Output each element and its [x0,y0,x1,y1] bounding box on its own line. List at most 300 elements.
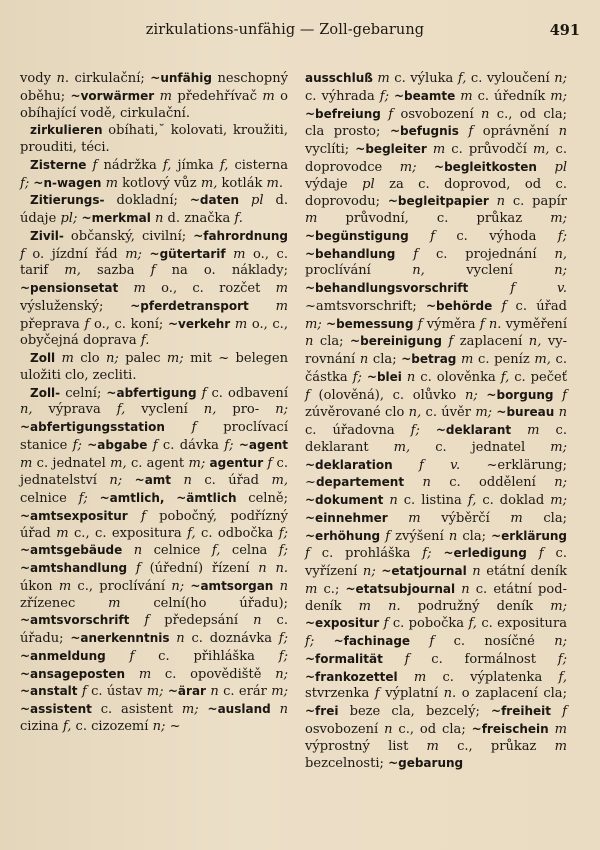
grammar-label: m [460,88,473,104]
definition-text: c. dávka [157,437,225,453]
grammar-label: n, [412,263,425,279]
headword: ~ärar [167,684,206,699]
definition-text: celnice [20,491,79,506]
definition-text: kotlák [217,175,267,191]
grammar-label: n [496,194,506,210]
headword: ~formalität [305,651,383,666]
grammar-label: m; [550,598,568,614]
headword: ~bureau [496,405,555,420]
grammar-label: m; [475,405,493,421]
grammar-label: n [155,211,164,226]
right-column [305,70,567,773]
headword: ~betrag [401,352,457,366]
headword: ~erledigung [443,546,527,561]
headword: ~befreiung [305,106,381,121]
definition-text [142,247,150,262]
definition-text: zřízenec [20,595,109,611]
definition-text: c. papír [505,194,567,210]
definition-text: c. vyřízení [305,546,567,579]
definition-text: občanský, civilní; [63,228,194,244]
definition-text [125,667,139,682]
grammar-label: m, [532,142,550,157]
definition-text: oprávnění [473,124,559,140]
definition-text: c. výhoda [434,228,558,244]
grammar-label: f [135,561,141,576]
grammar-label: n [279,702,288,717]
headword: ~begleitpapier [387,194,489,209]
headword: Zoll [30,351,56,365]
headword: ~unfähig [150,71,212,85]
definition-text [314,634,333,649]
definition-text: celně; [236,491,289,506]
grammar-label: m [461,352,474,367]
grammar-label: n [176,631,185,646]
definition-text [383,652,405,667]
grammar-label: n; [554,475,567,491]
headword: ~dokument [305,493,384,507]
definition-text: výměra [422,316,480,332]
grammar-label: n [279,578,288,594]
definition-text: vyclení [424,263,555,279]
definition-text: osvobození [393,106,481,122]
grammar-label: m; [188,455,206,471]
grammar-label: m [413,669,427,685]
definition-text: c. jednatel [32,455,111,471]
definition-text: vyclení [125,402,204,418]
grammar-label: f; [410,423,420,438]
definition-text: d. údaje [20,193,288,226]
definition-text: vyrovnání [305,334,568,367]
definition-text: výplatní [379,686,444,702]
grammar-label: f [417,316,423,332]
headword: ~ansageposten [20,666,126,681]
grammar-label: f v. [418,457,461,473]
definition-text: c. úřadu; [20,613,288,646]
grammar-label: n [384,721,393,737]
grammar-label: m [234,316,248,332]
headword: ~anmeldung [20,648,106,663]
definition-text [165,420,192,435]
definition-text: výprostný list [305,738,427,754]
definition-text: palec [118,351,167,366]
grammar-label: f [562,704,568,719]
grammar-label: m [554,738,567,754]
definition-text: dokladní; [104,193,190,209]
grammar-label: n, [554,246,567,262]
grammar-label: m [408,510,421,526]
headword: ~befugnis [389,124,459,139]
definition-text: ~amtsvorschrift; [305,298,426,314]
definition-text: cla; [522,510,567,526]
definition-text: cla; [313,334,351,350]
definition-text: c. úřad [191,473,272,489]
definition-text: c. ústav [86,684,147,700]
definition-text [128,509,141,524]
grammar-label: n [461,581,470,597]
definition-text [171,473,183,488]
left-column [20,70,288,736]
definition-text: jímka [171,157,220,173]
headword: ~abgabe [87,437,148,452]
headword: ~freischein [471,721,549,736]
grammar-label: f, [500,369,510,385]
definition-text [417,160,435,175]
grammar-label: m. [266,175,284,191]
headword: ~amtsgebäude [20,543,123,558]
definition-text [388,511,409,526]
definition-text: celna [220,543,279,559]
headword: ~bemessung [326,316,414,331]
definition-text: c. odbavení [206,385,288,401]
headword: ~begünstigung [305,228,409,243]
definition-text: c. jednatel [410,439,551,455]
definition-text: c. úředník [472,88,551,104]
definition-text: přeprava [20,316,85,332]
grammar-label: m, [110,455,127,471]
headword: ~blei [366,369,402,384]
definition-text: cisterna [228,157,288,173]
headword: zirkulieren [30,123,103,138]
definition-text: cizina [20,718,63,734]
grammar-label: f [430,228,435,244]
definition-text: osvobození [305,721,385,737]
headword: ~deklarant [435,423,512,437]
grammar-label: f, [467,493,477,508]
dictionary-entry [20,228,288,350]
grammar-label: m, [200,175,218,191]
definition-text: proclívání [305,263,413,279]
definition-text [393,458,419,473]
grammar-label: f [305,546,310,562]
grammar-label: m; [146,684,164,700]
grammar-label: m, [393,439,411,455]
headword: ~agent [238,437,288,452]
grammar-label: n [253,613,262,629]
grammar-label: m [61,351,74,366]
grammar-label: f, [558,669,567,685]
definition-text: c. úvěr [421,405,476,421]
headword: ~etatsubjournal [345,581,456,596]
definition-text [122,473,134,488]
grammar-label: m [159,88,172,104]
headword: ~bereinigung [350,334,442,349]
grammar-label: m [554,721,567,737]
definition-text: pro- [216,402,276,418]
grammar-label: f; [78,491,88,506]
definition-text: vyměření [501,316,567,332]
grammar-label: f; [278,525,288,541]
grammar-label: f, [468,616,477,632]
definition-text: pobočný, podřízný úřad [20,508,288,541]
grammar-label: f [501,298,507,314]
definition-text: c. výluka [389,71,458,86]
definition-text: celní(ho úřadu); [120,595,288,611]
definition-text: obíhati,˘ kolovati, kroužiti, prouditi, téci. [20,123,288,155]
definition-text: cirkulační; [69,71,151,86]
grammar-label: n [558,124,567,140]
grammar-label: f. [140,333,150,349]
grammar-label: m; [550,211,567,226]
grammar-label: m [527,423,540,438]
definition-text: o obíhající vodě, cirkulační. [20,88,288,121]
grammar-label: n; [362,564,376,579]
grammar-label: f [374,686,380,702]
definition-text: c. úřadovna [305,423,411,438]
grammar-label: f [152,437,158,453]
definition-text: za c. doprovod, od c. doprovodu; [305,176,567,210]
grammar-label: pl; [60,211,78,226]
grammar-label: n. [443,686,457,702]
definition-text [271,702,280,717]
grammar-label: m; [181,702,199,717]
headword: departement [315,475,405,490]
dictionary-entry [20,192,288,228]
headword: ~behandlungsvorschrift [305,281,469,295]
grammar-label: f, [457,71,467,86]
definition-text: c. deklarant [305,423,567,455]
headword: ~n-wagen [33,175,102,190]
grammar-label: n; [106,351,119,366]
grammar-label: n [406,369,416,385]
grammar-label: m; [550,88,568,104]
grammar-label: n; [109,473,123,489]
definition-text: c. opovědiště [151,666,276,682]
grammar-label: f; [557,651,567,667]
grammar-label: m [233,246,246,262]
grammar-label: m [426,738,439,754]
definition-text [239,193,251,208]
headword: ~anerkenntnis [70,631,170,645]
grammar-label: n n. [258,561,288,576]
definition-text [129,613,144,628]
grammar-label: m [108,595,121,611]
grammar-label: f, [211,543,221,559]
definition-text: c. etátní poddeník [305,581,567,614]
definition-text: c. oddělení [430,475,555,491]
definition-text: c. výhrada [305,88,380,104]
grammar-label: m; [550,493,567,508]
grammar-label: m [56,525,69,541]
headword: ~erklärung [491,528,568,543]
headword: ~frei [305,704,339,718]
definition-text: c. úřad [506,298,567,314]
definition-text: c. olověnka [415,369,501,385]
grammar-label: f [413,246,419,262]
grammar-label: f, [62,718,72,734]
definition-text: c. listina [397,493,468,508]
definition-text [410,634,429,649]
headword: ~assistent [20,702,92,716]
grammar-label: f; [422,546,432,562]
grammar-label: n [481,106,490,122]
definition-text [127,561,136,576]
grammar-label: pl [362,176,375,192]
definition-text: zaplacení [453,334,529,350]
definition-text: cla; [368,352,402,367]
headword: agentur [209,455,264,470]
grammar-label: n [558,405,567,421]
definition-text: o., c. rozčet [145,281,276,296]
grammar-label: f, [162,157,172,173]
headword: ~amtshandlung [20,561,128,575]
headword: ~begleitkosten [434,159,537,174]
headword: ~etatjournal [381,564,467,578]
definition-text: o., c. tarif [20,246,288,279]
grammar-label: m; [166,351,184,366]
definition-text: c. prohláška [309,546,423,562]
grammar-label: f [92,157,98,173]
definition-text: c. peníz [473,352,535,367]
definition-text: průvodní, c. průkaz [317,211,551,226]
grammar-label: n [210,684,219,700]
grammar-label: n; [171,578,185,594]
grammar-label: pl [251,193,264,209]
definition-text: c. výplatenka [426,669,559,685]
grammar-label: m [20,455,33,471]
grammar-label: f [305,387,310,403]
definition-text [554,388,563,403]
grammar-label: n. [56,71,70,86]
grammar-label: f; [557,228,567,244]
definition-text: c. erár [218,684,272,700]
definition-text: c. průvodčí [445,142,533,157]
grammar-label: n [305,334,314,350]
definition-text: c. formálnost [409,651,558,667]
headword: ~ausland [207,702,271,716]
definition-text: c. doznávka [184,631,279,646]
grammar-label: f; [379,88,389,104]
definition-text: vyclíti; [305,142,356,157]
definition-text: o., c. koní; [89,316,168,332]
definition-text: c. přihláška [134,648,279,664]
definition-text: nádržka [97,157,163,173]
grammar-label: m; [305,316,322,332]
definition-text: celnice [142,543,212,559]
definition-text: c. doklad [476,493,551,508]
running-header [0,22,600,44]
definition-text: sazba [80,263,151,279]
definition-text: c. cizozemí [71,718,153,734]
definition-text: c. vyloučení [466,71,555,86]
grammar-label: m [377,71,390,86]
definition-text: c., od cla; [392,721,472,737]
grammar-label: n [389,493,398,508]
grammar-label: pl [554,159,567,175]
grammar-label: f. [234,211,243,226]
grammar-label: n [422,475,431,491]
definition-text: (úřední) řízení [140,561,259,576]
grammar-label: f [562,387,567,403]
headword: ~frankozettel [305,669,398,684]
grammar-label: m [275,281,288,296]
headword: ~fahrordnung [193,228,288,243]
grammar-label: f; [20,175,30,191]
headword: ~erhöhung [305,528,381,543]
headword: ~verkehr [167,316,231,331]
headword: ~amtlich, ~ämtlich [99,491,237,505]
definition-text [551,704,562,719]
grammar-label: f [201,385,207,401]
definition-text: výběrčí [420,510,511,526]
grammar-label: m [105,175,118,191]
dictionary-entry [20,70,288,122]
definition-text [106,649,130,664]
headword: ~abfertigungsstation [20,420,165,434]
headword: ~amtsorgan [190,578,274,593]
definition-text: ~ [165,718,181,734]
grammar-label: m [138,666,152,682]
headword: ~behandlung [305,246,396,261]
grammar-label: f [267,455,273,471]
dictionary-entry [20,122,288,157]
definition-text: výdaje [305,176,363,192]
headword: ~borgung [486,387,554,402]
definition-text: beze cla, bezcelý; [338,704,492,719]
grammar-label: f; [224,437,234,453]
grammar-label: n; [275,402,288,418]
grammar-label: m; [271,684,288,700]
definition-text [249,299,276,314]
grammar-label: m [510,510,523,526]
grammar-label: f [20,246,25,262]
dictionary-entry [305,70,567,773]
grammar-label: m n. [358,598,401,614]
definition-text [199,702,208,717]
grammar-label: m [432,142,446,157]
headword: ~daten [189,193,240,208]
definition-text: c. odbočka [195,525,279,541]
dictionary-entry [20,157,288,193]
headword: ~abfertigung [106,385,197,400]
definition-text [459,124,469,139]
definition-text: c. expositura [476,616,567,632]
definition-text [527,546,539,561]
grammar-label: f [468,124,474,140]
definition-text: předepsání [149,613,254,629]
definition-text [511,423,527,438]
grammar-label: f, [116,402,126,418]
definition-text: stvrzenka [305,686,375,702]
grammar-label: f; [278,631,289,646]
grammar-label: f v. [510,281,567,296]
grammar-label: m [58,578,72,594]
definition-text: zvýšení [390,528,449,544]
grammar-label: n; [152,718,166,734]
grammar-label: n [133,543,143,559]
grammar-label: f; [305,634,315,649]
grammar-label: m [262,88,275,104]
definition-text [226,247,234,262]
definition-text: c. agent [126,455,189,471]
grammar-label: f [150,263,156,279]
grammar-label: f [385,528,391,544]
grammar-label: f [141,508,146,524]
grammar-label: n [183,473,192,489]
grammar-label: f n. [479,316,502,332]
definition-text: bezcelnosti; [305,756,389,772]
definition-text: c. nosíčné [434,634,555,649]
dictionary-entry [20,385,288,736]
definition-text [118,281,133,296]
headword: ~gebarung [388,756,464,771]
grammar-label: n, [528,334,542,350]
grammar-label: f [84,316,90,332]
headword: ~amt [134,473,172,488]
grammar-label: n, [20,402,33,418]
definition-text [122,543,133,558]
definition-text: c. projednání [418,246,555,262]
definition-text: výprava [32,402,117,418]
